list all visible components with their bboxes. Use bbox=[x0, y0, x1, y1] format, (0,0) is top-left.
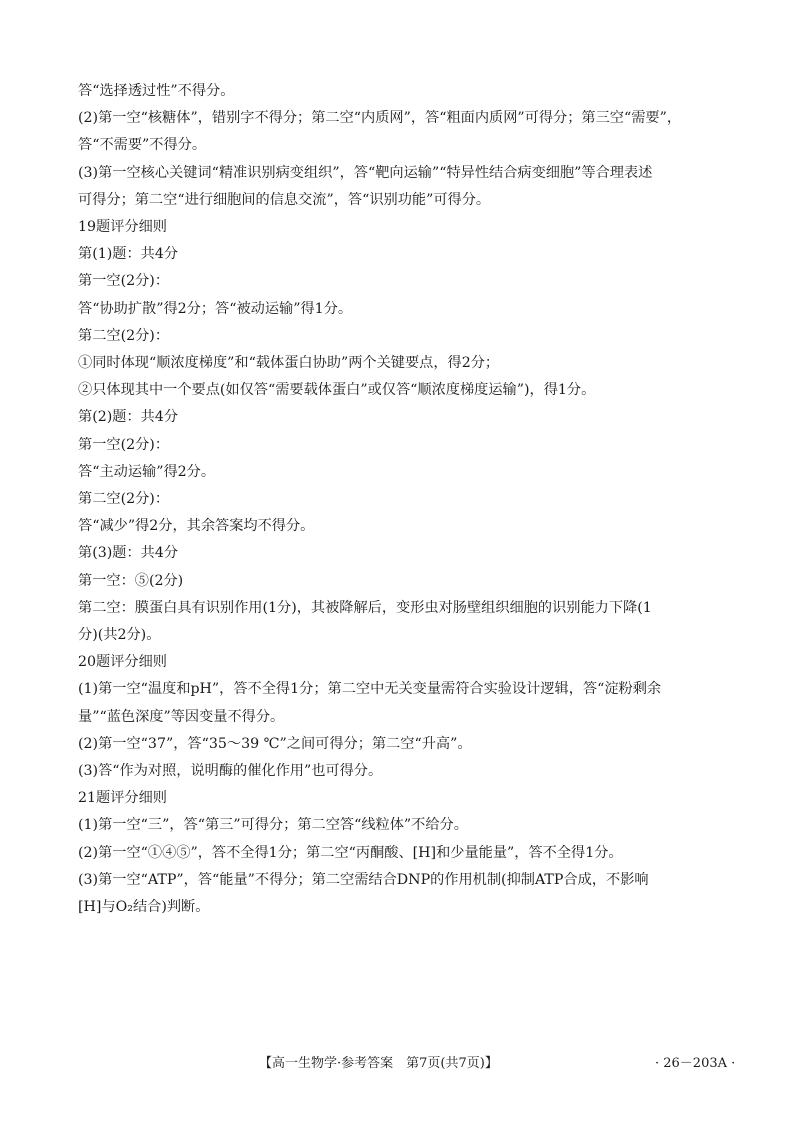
text-line: ①同时体现“顺浓度梯度”和“载体蛋白协助”两个关键要点，得2分； bbox=[78, 355, 500, 372]
text-line: 第一空(2分)： bbox=[78, 273, 170, 290]
page-footer bbox=[0, 1054, 800, 1074]
text-line: 第(3)题：共4分 bbox=[78, 545, 179, 562]
text-line: 21题评分细则 bbox=[78, 790, 167, 807]
text-line: 答“选择透过性”不得分。 bbox=[78, 83, 235, 99]
text-line: (2)第一空“核糖体”，错别字不得分；第二空“内质网”，答“粗面内质网”可得分；第三空“需要”， bbox=[78, 110, 682, 127]
text-line: (1)第一空“温度和pH”，答不全得1分；第二空中无关变量需符合实验设计逻辑，答“淀粉剩余 bbox=[78, 681, 662, 698]
text-line: 答“协助扩散”得2分；答“被动运输”得1分。 bbox=[78, 300, 353, 317]
text-line: 第(2)题：共4分 bbox=[78, 409, 179, 426]
text-line: 20题评分细则 bbox=[78, 654, 167, 671]
text-line: 第二空：膜蛋白具有识别作用(1分)，其被降解后，变形虫对肠壁组织细胞的识别能力下降(1 bbox=[78, 599, 652, 616]
text-line: 答“不需要”不得分。 bbox=[78, 137, 207, 154]
text-line: 答“主动运输”得2分。 bbox=[78, 463, 216, 480]
text-line: [H]与O₂结合)判断。 bbox=[78, 899, 210, 916]
text-line: 第二空(2分)： bbox=[78, 491, 170, 508]
answer-text bbox=[78, 78, 728, 921]
text-line: (3)第一空核心关键词“精准识别病变组织”，答“靶向运输”“特异性结合病变细胞”等合理表述 bbox=[78, 164, 653, 181]
text-line: ②只体现其中一个要点(如仅答“需要载体蛋白”或仅答“顺浓度梯度运输”)，得1分。 bbox=[78, 382, 596, 399]
footer-page-info: 【高一生物学·参考答案 第7页(共7页)】 bbox=[259, 1056, 498, 1071]
text-line: 分)(共2分)。 bbox=[78, 627, 161, 644]
text-line: 量”“蓝色深度”等因变量不得分。 bbox=[78, 708, 285, 725]
text-line: (2)第一空“37”，答“35～39 ℃”之间可得分；第二空“升高”。 bbox=[78, 735, 472, 752]
text-line: 第一空：⑤(2分) bbox=[78, 572, 184, 589]
text-line: (3)第一空“ATP”，答“能量”不得分；第二空需结合DNP的作用机制(抑制ATP合成，不影响 bbox=[78, 871, 649, 888]
text-line: 第一空(2分)： bbox=[78, 436, 170, 453]
text-line: (3)答“作为对照，说明酶的催化作用”也可得分。 bbox=[78, 763, 383, 780]
text-line: 可得分；第二空“进行细胞间的信息交流”，答“识别功能”可得分。 bbox=[78, 191, 491, 208]
footer-code: · 26－203A · bbox=[655, 1056, 736, 1071]
text-line: 答“减少”得2分，其余答案均不得分。 bbox=[78, 518, 315, 535]
text-line: (2)第一空“①④⑤”，答不全得1分；第二空“丙酮酸、[H]和少量能量”，答不全得1分。 bbox=[78, 844, 623, 861]
text-line: 第二空(2分)： bbox=[78, 327, 170, 344]
text-line: (1)第一空“三”，答“第三”可得分；第二空答“线粒体”不给分。 bbox=[78, 817, 468, 834]
text-line: 第(1)题：共4分 bbox=[78, 246, 179, 263]
text-line: 19题评分细则 bbox=[78, 219, 167, 236]
